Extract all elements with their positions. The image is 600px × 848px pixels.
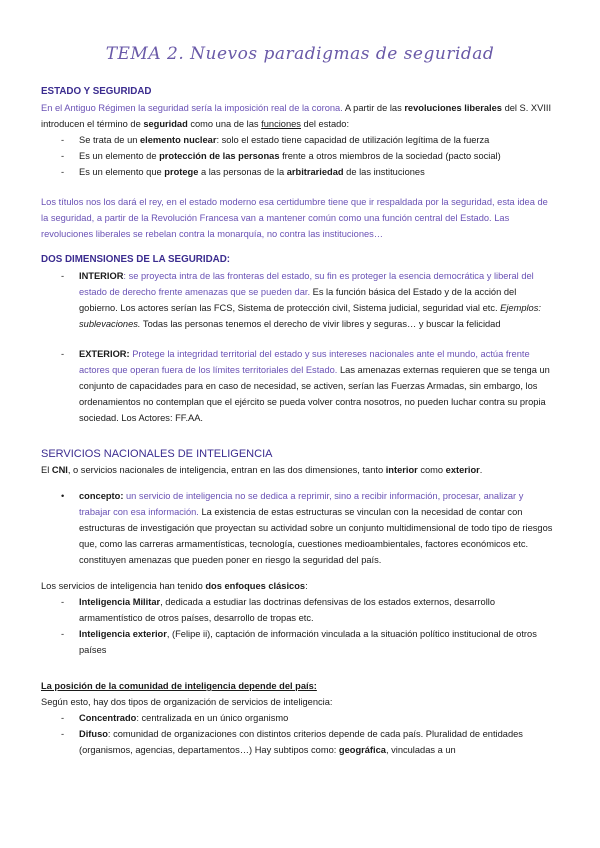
- text-run: del S. XVIII introducen el término de: [41, 103, 552, 129]
- list-concepto: [41, 488, 556, 568]
- list-item-interior: - INTERIOR: se proyecta intra de las fronteras del estado, su fin es proteger la esencia democrática y liberal del estado de derecho frente amenazas que se pueden dar. Es la función básica del Estado y de la acción del gobierno. Los actores serían las FCS, Sistema de protección civil, Sistema judicial, seguridad vial etc. Ejemplos: sublevaciones. Todas las personas tenemos el derecho de vivir libres y seguras… y buscar la felicidad: [61, 271, 541, 329]
- heading-estado-seguridad: ESTADO Y SEGURIDAD: [41, 86, 152, 97]
- text-run: seguridad: [143, 119, 188, 129]
- heading-servicios-inteligencia: SERVICIOS NACIONALES DE INTELIGENCIA: [41, 448, 273, 460]
- document-body: [41, 84, 556, 758]
- text-run: Difuso: [79, 729, 108, 739]
- text-run: :: [305, 581, 308, 591]
- text-run: Es la función básica del Estado y de la acción del gobierno. Los actores serían las FCS, Sistema de protección civil, Sistema judicial, seguridad vial etc.: [79, 287, 517, 313]
- text-run: revoluciones liberales: [404, 103, 502, 113]
- text-run: Concentrado: [79, 713, 137, 723]
- list-dimensiones: [41, 268, 556, 426]
- text-run: .: [479, 465, 483, 475]
- text-run: concepto:: [79, 491, 124, 501]
- text-run: protección de las personas: [159, 151, 280, 161]
- text-run: Todas las personas tenemos el derecho de vivir libres y seguras… y buscar la felicidad: [140, 319, 501, 329]
- text-run: a las personas de la: [198, 167, 287, 177]
- paragraph-intro: [41, 100, 556, 132]
- text-run: exterior: [445, 465, 480, 475]
- text-run: : solo el estado tiene capacidad de utilización legítima de la fuerza: [216, 135, 490, 145]
- text-run: Es un elemento que: [79, 167, 165, 177]
- text-run: geográfica: [338, 745, 386, 755]
- text-run: El: [41, 465, 52, 475]
- text-run: elemento nuclear: [140, 135, 217, 145]
- text-run: frente a otros miembros de la sociedad (pacto social): [279, 151, 501, 161]
- list-item: - Es un elemento que protege a las personas de la arbitrariedad de las instituciones: [61, 167, 425, 177]
- text-run: como: [417, 465, 446, 475]
- text-run: funciones: [261, 119, 301, 129]
- text-run: Inteligencia exterior: [79, 629, 167, 639]
- text-run: Protege la integridad territorial del estado y sus intereses nacionales ante el mundo, actúa frente actores que operan fuera de los límites territoriales del Estado.: [79, 349, 530, 375]
- text-run: Las amenazas externas requieren que se tenga un conjunto de capacidades para en caso de necesidad, se activen, serían las Fuerzas Armadas, sin embargo, los ordenamientos no contemplan que el ejército se pueda volver contra nosotros, no pueden luchar contra su propia sociedad. Los Actores: FF.AA.: [79, 365, 550, 423]
- text-run: Inteligencia Militar: [79, 597, 161, 607]
- text-run: como una de las: [187, 119, 262, 129]
- paragraph-cni: [41, 462, 556, 478]
- text-run: , vinculadas a un: [385, 745, 456, 755]
- text-run: Se trata de un: [79, 135, 140, 145]
- intro-highlight: En el Antiguo Régimen la seguridad sería la imposición real de la corona.: [41, 103, 343, 113]
- text-run: de las instituciones: [343, 167, 425, 177]
- text-run: un servicio de inteligencia no se dedica a reprimir, sino a recibir información, procesar, analizar y trabajar con esa información.: [79, 491, 524, 517]
- text-run: INTERIOR: [79, 271, 124, 281]
- text-run: : comunidad de organizaciones con distintos criterios depende de cada país. Pluralidad de entidades (organismos, agencias, departamentos…) Hay subtipos como:: [79, 729, 523, 755]
- list-item-exterior: - EXTERIOR: Protege la integridad territorial del estado y sus intereses nacionales ante el mundo, actúa frente actores que operan fuera de los límites territoriales del Estado. Las amenazas externas requieren que se tenga un conjunto de capacidades para en caso de necesidad, se activen, serían las Fuerzas Armadas, sin embargo, los ordenamientos no contemplan que el ejército se pueda volver contra nosotros, no pueden luchar contra su propia sociedad. Los Actores: FF.AA.: [61, 349, 550, 423]
- list-item: - Concentrado: centralizada en un único organismo: [61, 713, 289, 723]
- text-run: arbitrariedad: [286, 167, 344, 177]
- paragraph-titulos: Los títulos nos los dará el rey, en el estado moderno esa certidumbre tiene que ir respaldada por la seguridad, esta idea de la seguridad, a partir de la Revolución Francesa van a mantener común como una función central del Estado. Las revoluciones liberales se rebelan contra la monarquía, no contra las instituciones…: [41, 197, 548, 239]
- text-run: Ejemplos: sublevaciones.: [79, 303, 541, 329]
- text-run: dos enfoques clásicos: [205, 581, 306, 591]
- list-tipos: [41, 710, 556, 758]
- list-item: - Difuso: comunidad de organizaciones con distintos criterios depende de cada país. Pluralidad de entidades (organismos, agencias, departamentos…) Hay subtipos como: geográfica, vinculadas a un: [61, 729, 523, 755]
- text-run: , dedicada a estudiar las doctrinas defensivas de los estados externos, desarrollo armamentístico de otros países, desarrollo de tropas etc.: [79, 597, 495, 623]
- text-run: : centralizada en un único organismo: [136, 713, 289, 723]
- list-estado-functions: [41, 132, 556, 180]
- heading-posicion-comunidad: La posición de la comunidad de inteligencia depende del país:: [41, 681, 317, 691]
- paragraph-enfoques: [41, 578, 556, 594]
- text-run: Los servicios de inteligencia han tenido: [41, 581, 206, 591]
- text-run: del estado:: [300, 119, 350, 129]
- text-run: La existencia de estas estructuras se vinculan con la necesidad de contar con estructuras de investigación que proyectan su actividad sobre un conjunto multidimensional de todo tipo de riesgos que, como las carreras armamentísticas, tecnología, cuestiones medioambientales, factores económicos etc. constituyen amenazas que pueden poner en riesgo la seguridad del país.: [79, 507, 553, 565]
- text-run: Es un elemento de: [79, 151, 160, 161]
- page-title: TEMA 2. Nuevos paradigmas de seguridad: [105, 44, 495, 64]
- list-item: - Se trata de un elemento nuclear: solo el estado tiene capacidad de utilización legítima de la fuerza: [61, 135, 490, 145]
- list-item: - Inteligencia exterior, (Felipe ii), captación de información vinculada a la situación político institucional de otros países: [61, 629, 537, 655]
- paragraph-tipos: Según esto, hay dos tipos de organización de servicios de inteligencia:: [41, 697, 333, 707]
- text-run: : se proyecta intra de las fronteras del estado, su fin es proteger la esencia democrática y liberal del estado de derecho frente amenazas que se pueden dar.: [79, 271, 534, 297]
- text-run: , o servicios nacionales de inteligencia, entran en las dos dimensiones, tanto: [67, 465, 386, 475]
- list-item: - Inteligencia Militar, dedicada a estudiar las doctrinas defensivas de los estados externos, desarrollo armamentístico de otros países, desarrollo de tropas etc.: [61, 597, 495, 623]
- list-enfoques: [41, 594, 556, 658]
- list-item-concepto: • concepto: un servicio de inteligencia no se dedica a reprimir, sino a recibir información, procesar, analizar y trabajar con esa información. La existencia de estas estructuras se vinculan con la necesidad de contar con estructuras de investigación que proyectan su actividad sobre un conjunto multidimensional de todo tipo de riesgos que, como las carreras armamentísticas, tecnología, cuestiones medioambientales, factores económicos etc. constituyen amenazas que pueden poner en riesgo la seguridad del país.: [61, 491, 553, 565]
- text-run: interior: [385, 465, 418, 475]
- heading-dimensiones: DOS DIMENSIONES DE LA SEGURIDAD:: [41, 254, 231, 265]
- text-run: CNI: [51, 465, 68, 475]
- text-run: EXTERIOR:: [79, 349, 130, 359]
- list-item: - Es un elemento de protección de las personas frente a otros miembros de la sociedad (pacto social): [61, 151, 501, 161]
- text-run: protege: [164, 167, 199, 177]
- text-run: A partir de las: [342, 103, 405, 113]
- text-run: , (Felipe ii), captación de información vinculada a la situación político institucional de otros países: [79, 629, 537, 655]
